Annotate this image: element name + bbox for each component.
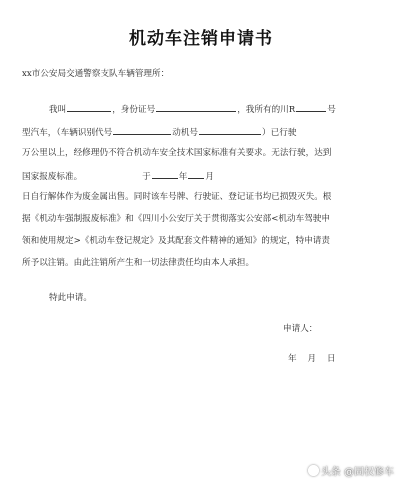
- paragraph-line-4: [22, 169, 214, 183]
- paragraph-line-3: 万公里以上，经修理仍不符合机动车安全技术国家标准有关要求。无法行驶，达到: [22, 148, 332, 158]
- text-segment: 我叫: [49, 105, 67, 115]
- paragraph-line-7: 领和使用规定>《机动车登记规定》及其配套文件精神的通知》的规定，特申请责: [22, 236, 330, 246]
- name-blank[interactable]: [67, 102, 111, 112]
- text-segment: 年: [178, 172, 188, 182]
- text-segment: 国家报废标准。: [22, 172, 83, 182]
- applicant-label: 申请人：: [283, 324, 318, 334]
- date-line: 年 月 日: [288, 354, 336, 364]
- paragraph-line-8: 所予以注销。由此注销所产生和一切法律责任均由本人承担。: [22, 258, 255, 268]
- closing-text: 特此申请。: [49, 293, 92, 303]
- text-segment: 号: [327, 105, 336, 115]
- month-blank[interactable]: [188, 169, 204, 179]
- text-segment: ）已行驶: [262, 128, 297, 138]
- paragraph-line-1: [49, 102, 336, 116]
- vin-blank[interactable]: [113, 125, 171, 135]
- paragraph-line-6: 据《机动车强制报废标准》和《四川小公安厅关于贯彻落实公安部<机动车驾驶申: [22, 214, 330, 224]
- watermark: [308, 463, 394, 478]
- text-segment: 月: [205, 172, 214, 182]
- paragraph-line-5: 日自行解体作为废金属出售。同时该车号牌、行驶证、登记证书均已损毁灭失。根: [22, 192, 332, 202]
- id-number-blank[interactable]: [156, 102, 236, 112]
- text-segment: ，我所有的川R: [237, 105, 296, 115]
- document-title: 机动车注销申请书: [129, 29, 273, 49]
- plate-number-blank[interactable]: [296, 102, 326, 112]
- engine-number-blank[interactable]: [199, 125, 261, 135]
- text-segment: 动机号: [172, 128, 199, 138]
- text-segment: 于: [142, 172, 151, 182]
- addressee: xx市公安局交通警察支队车辆管理所：: [22, 69, 170, 79]
- text-segment: 型汽车，（车辆识别代号: [22, 128, 113, 138]
- year-blank[interactable]: [152, 169, 178, 179]
- paragraph-line-2: [22, 125, 296, 139]
- text-segment: ，身份证号: [112, 105, 156, 115]
- camera-lens-icon: [308, 465, 319, 476]
- watermark-text: 头条 @固权修车: [320, 467, 394, 478]
